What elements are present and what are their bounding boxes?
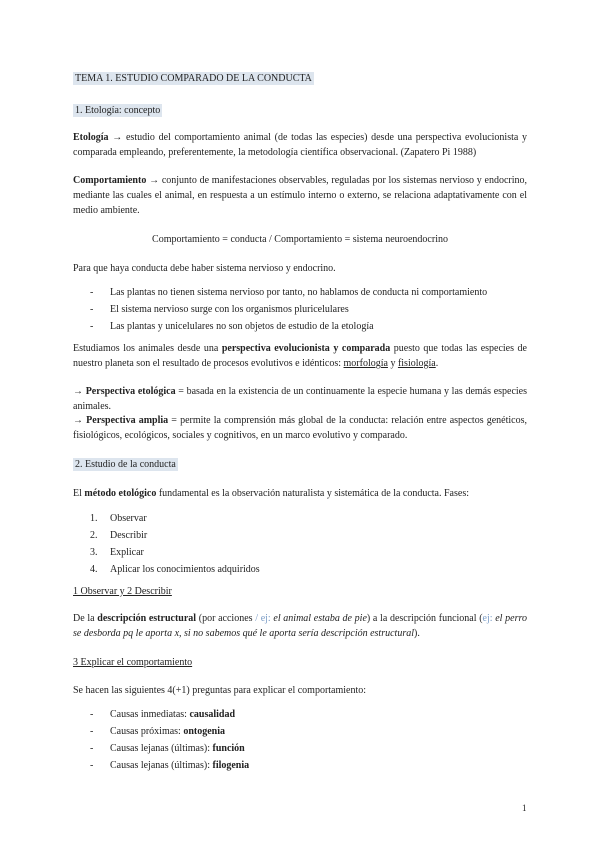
subheading-explicar: 3 Explicar el comportamiento <box>73 657 193 668</box>
page-number: 1 <box>522 803 527 813</box>
subheading-observar-describir: 1 Observar y 2 Describir <box>73 586 172 597</box>
list-item: - Causas lejanas (últimas): función <box>90 743 245 754</box>
comportamiento-definition: Comportamiento → conjunto de manifestaciones observables, reguladas por los sistemas nervioso y endocrino, mediante las cuales el animal, en respuesta a un estímulo interno o externo, se relaciona adaptativamente con el medio ambiente. <box>73 175 528 216</box>
list-item: 3. Explicar <box>90 547 144 558</box>
plantas-bullet-list <box>73 285 527 336</box>
morfologia-link[interactable]: morfología <box>343 358 388 369</box>
perspectiva-amplia: → Perspectiva amplia = permite la comprensión más global de la conducta: relación entre aspectos genéticos, fisiológicos, ecológicos, sociales y cognitivos, en un marco evolutivo y comparado. <box>73 415 527 441</box>
list-item: 2. Describir <box>90 530 148 541</box>
perspectiva-etologica: → Perspectiva etológica = basada en la existencia de un continuamente la especie humana y las demás especies animales. <box>73 386 528 412</box>
para-conducta-text: Para que haya conducta debe haber sistema nervioso y endocrino. <box>73 263 336 274</box>
section-2-heading: 2. Estudio de la conducta <box>75 459 176 470</box>
list-item: - Causas próximas: ontogenia <box>90 726 225 737</box>
list-item: - El sistema nervioso surge con los organismos pluricelulares <box>90 304 349 315</box>
list-item: - Causas lejanas (últimas): filogenia <box>90 760 250 771</box>
list-item: 1. Observar <box>90 513 147 524</box>
title-highlight: TEMA 1. ESTUDIO COMPARADO DE LA CONDUCTA <box>75 73 312 84</box>
estudiamos-paragraph: Estudiamos los animales desde una perspectiva evolucionista y comparada puesto que todas las especies de nuestro planeta son el resultado de procesos evolutivos e idénticos: morfología y fisiología. <box>73 343 527 369</box>
section-1-heading: 1. Etología: concepto <box>75 105 161 116</box>
descripcion-paragraph: De la descripción estructural (por acciones / ej: el animal estaba de pie) a la descripción funcional (ej: el perro se desborda pq le aporta x, si no sabemos qué le aporta sería descripción estructural). <box>73 613 527 639</box>
formula-line: Comportamiento = conducta / Comportamiento = sistema neuroendocrino <box>152 234 448 245</box>
document-title <box>73 71 527 86</box>
metodo-etologico-text: El método etológico fundamental es la observación naturalista y sistemática de la conducta. Fases: <box>73 488 469 499</box>
fases-numbered-list <box>73 511 527 579</box>
list-item: 4. Aplicar los conocimientos adquiridos <box>90 564 260 575</box>
etologia-definition: Etología → estudio del comportamiento animal (de todas las especies) desde una perspectiva evolucionista y comparada empleando, preferentemente, la metodología científica observacional. (Zapatero Pi 1988) <box>73 132 528 158</box>
causas-bullet-list <box>73 707 527 775</box>
list-item: - Las plantas no tienen sistema nervioso por tanto, no hablamos de conducta ni comportamiento <box>90 287 488 298</box>
list-item: - Causas inmediatas: causalidad <box>90 709 236 720</box>
list-item: - Las plantas y unicelulares no son objetos de estudio de la etología <box>90 321 374 332</box>
preguntas-text: Se hacen las siguientes 4(+1) preguntas para explicar el comportamiento: <box>73 685 367 696</box>
fisiologia-link[interactable]: fisiología <box>397 358 436 369</box>
